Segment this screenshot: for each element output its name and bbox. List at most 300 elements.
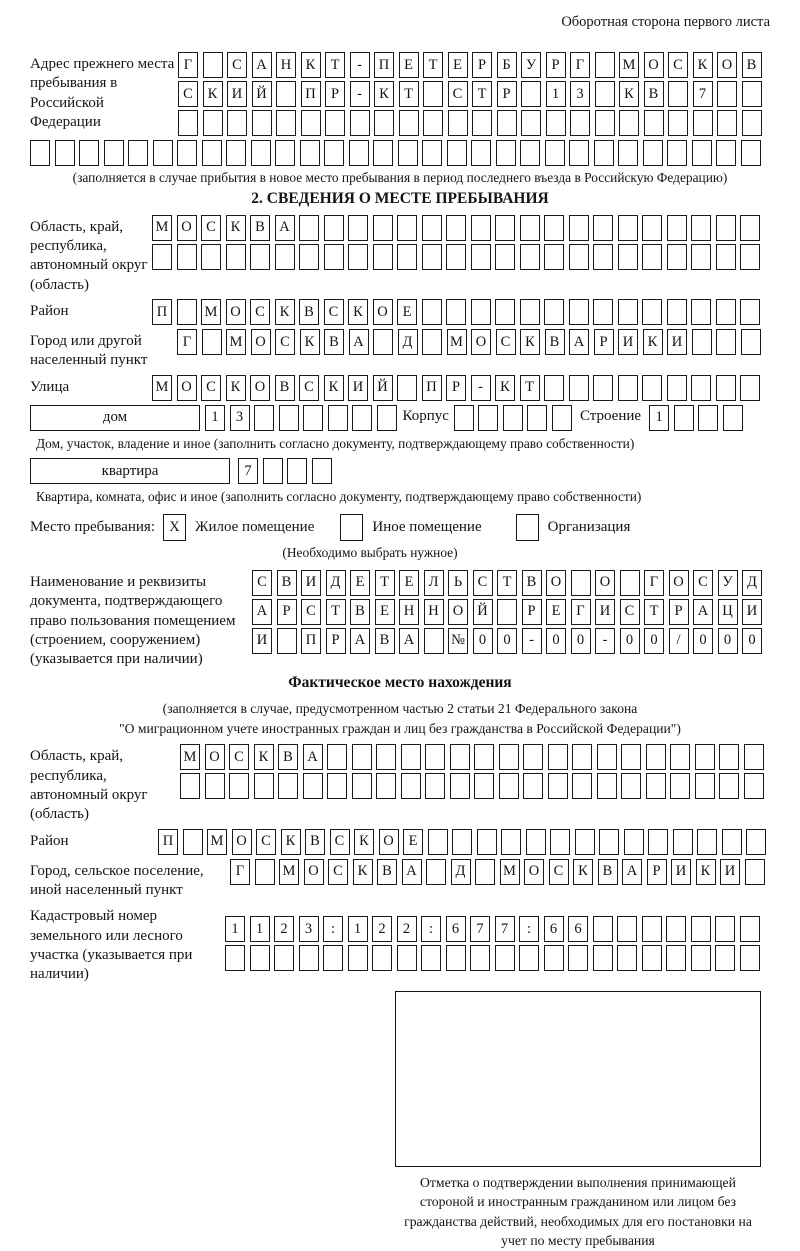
char-cell[interactable] [594, 140, 614, 166]
char-cell[interactable] [569, 215, 589, 241]
char-cell[interactable] [717, 81, 737, 107]
char-cell[interactable]: П [301, 628, 321, 654]
char-cell[interactable] [597, 744, 617, 770]
char-cell[interactable]: 0 [571, 628, 591, 654]
char-cell[interactable] [618, 215, 638, 241]
char-cell[interactable] [422, 299, 442, 325]
char-cell[interactable] [454, 405, 474, 431]
char-cell[interactable] [716, 299, 736, 325]
char-cell[interactable] [255, 859, 275, 885]
char-cell[interactable] [250, 945, 270, 971]
char-cell[interactable]: 1 [225, 916, 245, 942]
char-cell[interactable]: Н [399, 599, 419, 625]
char-cell[interactable]: К [324, 375, 344, 401]
char-cell[interactable]: Т [325, 52, 345, 78]
char-cell[interactable] [229, 773, 249, 799]
char-cell[interactable]: И [348, 375, 368, 401]
char-cell[interactable]: Р [497, 81, 517, 107]
char-cell[interactable]: К [354, 829, 374, 855]
char-cell[interactable]: И [595, 599, 615, 625]
char-cell[interactable]: 0 [693, 628, 713, 654]
char-cell[interactable] [327, 773, 347, 799]
char-cell[interactable]: Д [326, 570, 346, 596]
char-cell[interactable] [717, 110, 737, 136]
char-cell[interactable]: С [201, 375, 221, 401]
char-cell[interactable] [571, 570, 591, 596]
char-cell[interactable] [225, 945, 245, 971]
char-cell[interactable]: С [473, 570, 493, 596]
char-cell[interactable]: С [324, 299, 344, 325]
char-cell[interactable]: М [226, 329, 246, 355]
char-cell[interactable]: О [524, 859, 544, 885]
char-cell[interactable] [474, 773, 494, 799]
char-cell[interactable]: С [549, 859, 569, 885]
char-cell[interactable] [471, 140, 491, 166]
char-cell[interactable] [277, 628, 297, 654]
char-cell[interactable] [373, 329, 393, 355]
char-cell[interactable] [278, 773, 298, 799]
char-cell[interactable]: 6 [544, 916, 564, 942]
char-cell[interactable] [495, 299, 515, 325]
char-cell[interactable] [178, 110, 198, 136]
char-cell[interactable]: Р [326, 628, 346, 654]
char-cell[interactable] [328, 405, 348, 431]
char-cell[interactable] [397, 244, 417, 270]
char-cell[interactable] [373, 244, 393, 270]
char-cell[interactable] [478, 405, 498, 431]
char-cell[interactable]: О [669, 570, 689, 596]
char-cell[interactable] [715, 916, 735, 942]
char-cell[interactable] [496, 140, 516, 166]
char-cell[interactable] [666, 916, 686, 942]
char-cell[interactable]: С [252, 570, 272, 596]
char-cell[interactable]: О [471, 329, 491, 355]
stroenie-cells[interactable] [649, 405, 743, 431]
char-cell[interactable]: Р [546, 52, 566, 78]
char-cell[interactable] [740, 299, 760, 325]
char-cell[interactable]: 1 [546, 81, 566, 107]
char-cell[interactable]: О [644, 52, 664, 78]
fact-region-line1[interactable] [180, 744, 764, 770]
char-cell[interactable] [423, 110, 443, 136]
char-cell[interactable]: Е [448, 52, 468, 78]
char-cell[interactable]: 7 [470, 916, 490, 942]
char-cell[interactable]: Е [397, 299, 417, 325]
char-cell[interactable] [205, 773, 225, 799]
char-cell[interactable] [545, 140, 565, 166]
char-cell[interactable] [593, 945, 613, 971]
char-cell[interactable]: Р [669, 599, 689, 625]
char-cell[interactable]: 7 [495, 916, 515, 942]
char-cell[interactable]: 0 [546, 628, 566, 654]
char-cell[interactable] [741, 140, 761, 166]
char-cell[interactable]: Н [276, 52, 296, 78]
char-cell[interactable] [452, 829, 472, 855]
char-cell[interactable] [423, 81, 443, 107]
fact-city-cells[interactable] [230, 859, 765, 885]
char-cell[interactable]: И [252, 628, 272, 654]
char-cell[interactable]: С [229, 744, 249, 770]
char-cell[interactable] [620, 570, 640, 596]
char-cell[interactable]: 6 [568, 916, 588, 942]
char-cell[interactable]: К [203, 81, 223, 107]
char-cell[interactable] [312, 458, 332, 484]
char-cell[interactable] [499, 773, 519, 799]
fact-district-cells[interactable] [158, 829, 766, 855]
char-cell[interactable] [287, 458, 307, 484]
char-cell[interactable] [503, 405, 523, 431]
char-cell[interactable]: О [717, 52, 737, 78]
char-cell[interactable] [349, 140, 369, 166]
char-cell[interactable]: С [448, 81, 468, 107]
char-cell[interactable] [399, 110, 419, 136]
char-cell[interactable] [544, 299, 564, 325]
char-cell[interactable] [667, 215, 687, 241]
cadastral-line2[interactable] [225, 945, 760, 971]
char-cell[interactable]: С [693, 570, 713, 596]
char-cell[interactable]: С [301, 599, 321, 625]
char-cell[interactable] [401, 773, 421, 799]
char-cell[interactable]: О [251, 329, 271, 355]
document-line3[interactable] [252, 628, 762, 654]
char-cell[interactable] [742, 110, 762, 136]
char-cell[interactable] [548, 773, 568, 799]
char-cell[interactable]: О [232, 829, 252, 855]
char-cell[interactable]: А [303, 744, 323, 770]
char-cell[interactable]: О [546, 570, 566, 596]
char-cell[interactable] [471, 215, 491, 241]
char-cell[interactable] [593, 375, 613, 401]
char-cell[interactable]: О [595, 570, 615, 596]
char-cell[interactable]: С [668, 52, 688, 78]
char-cell[interactable] [719, 773, 739, 799]
char-cell[interactable]: В [324, 329, 344, 355]
char-cell[interactable] [646, 744, 666, 770]
char-cell[interactable]: - [350, 52, 370, 78]
char-cell[interactable] [226, 244, 246, 270]
char-cell[interactable] [251, 140, 271, 166]
char-cell[interactable] [520, 215, 540, 241]
char-cell[interactable] [422, 329, 442, 355]
char-cell[interactable] [497, 110, 517, 136]
char-cell[interactable]: Д [742, 570, 762, 596]
char-cell[interactable]: Е [546, 599, 566, 625]
char-cell[interactable]: П [158, 829, 178, 855]
char-cell[interactable] [668, 110, 688, 136]
char-cell[interactable] [527, 405, 547, 431]
char-cell[interactable] [177, 299, 197, 325]
char-cell[interactable] [501, 829, 521, 855]
char-cell[interactable] [152, 244, 172, 270]
char-cell[interactable] [745, 859, 765, 885]
char-cell[interactable] [722, 829, 742, 855]
char-cell[interactable] [668, 81, 688, 107]
document-line2[interactable] [252, 599, 762, 625]
char-cell[interactable] [474, 744, 494, 770]
prev-address-line4[interactable] [30, 140, 770, 166]
char-cell[interactable]: Н [424, 599, 444, 625]
char-cell[interactable] [698, 405, 718, 431]
char-cell[interactable]: С [620, 599, 640, 625]
char-cell[interactable] [350, 110, 370, 136]
char-cell[interactable] [348, 244, 368, 270]
char-cell[interactable] [325, 110, 345, 136]
char-cell[interactable] [744, 744, 764, 770]
char-cell[interactable]: А [693, 599, 713, 625]
char-cell[interactable] [673, 829, 693, 855]
char-cell[interactable]: - [522, 628, 542, 654]
char-cell[interactable]: Т [375, 570, 395, 596]
char-cell[interactable]: Р [594, 329, 614, 355]
char-cell[interactable] [593, 215, 613, 241]
char-cell[interactable]: - [595, 628, 615, 654]
char-cell[interactable] [447, 140, 467, 166]
char-cell[interactable] [299, 945, 319, 971]
char-cell[interactable]: В [545, 329, 565, 355]
char-cell[interactable] [352, 773, 372, 799]
fact-region-line2[interactable] [180, 773, 764, 799]
char-cell[interactable]: Р [325, 81, 345, 107]
char-cell[interactable]: К [275, 299, 295, 325]
char-cell[interactable] [377, 405, 397, 431]
char-cell[interactable] [692, 329, 712, 355]
char-cell[interactable]: К [281, 829, 301, 855]
char-cell[interactable]: / [669, 628, 689, 654]
char-cell[interactable] [153, 140, 173, 166]
char-cell[interactable] [448, 110, 468, 136]
char-cell[interactable]: С [250, 299, 270, 325]
char-cell[interactable]: Е [399, 52, 419, 78]
char-cell[interactable] [742, 81, 762, 107]
char-cell[interactable] [472, 110, 492, 136]
char-cell[interactable]: А [569, 329, 589, 355]
char-cell[interactable] [697, 829, 717, 855]
char-cell[interactable] [550, 829, 570, 855]
char-cell[interactable]: М [279, 859, 299, 885]
char-cell[interactable] [303, 773, 323, 799]
char-cell[interactable] [552, 405, 572, 431]
char-cell[interactable]: К [226, 375, 246, 401]
char-cell[interactable] [716, 140, 736, 166]
char-cell[interactable]: Е [375, 599, 395, 625]
char-cell[interactable]: Т [472, 81, 492, 107]
char-cell[interactable] [624, 829, 644, 855]
char-cell[interactable]: И [742, 599, 762, 625]
char-cell[interactable]: 0 [742, 628, 762, 654]
prev-address-line1[interactable] [178, 52, 762, 78]
char-cell[interactable]: В [644, 81, 664, 107]
char-cell[interactable] [55, 140, 75, 166]
char-cell[interactable] [497, 599, 517, 625]
char-cell[interactable] [670, 773, 690, 799]
char-cell[interactable] [450, 773, 470, 799]
char-cell[interactable]: С [256, 829, 276, 855]
char-cell[interactable]: Е [403, 829, 423, 855]
char-cell[interactable] [520, 140, 540, 166]
char-cell[interactable]: В [278, 744, 298, 770]
char-cell[interactable] [521, 110, 541, 136]
char-cell[interactable]: А [402, 859, 422, 885]
district-cells[interactable] [152, 299, 760, 325]
char-cell[interactable] [324, 140, 344, 166]
char-cell[interactable] [695, 744, 715, 770]
char-cell[interactable] [177, 244, 197, 270]
char-cell[interactable] [569, 375, 589, 401]
char-cell[interactable] [373, 215, 393, 241]
char-cell[interactable]: Ь [448, 570, 468, 596]
char-cell[interactable]: 2 [372, 916, 392, 942]
char-cell[interactable]: С [496, 329, 516, 355]
char-cell[interactable]: И [667, 329, 687, 355]
char-cell[interactable] [373, 140, 393, 166]
char-cell[interactable]: И [720, 859, 740, 885]
char-cell[interactable] [666, 945, 686, 971]
char-cell[interactable]: К [301, 52, 321, 78]
char-cell[interactable] [446, 299, 466, 325]
char-cell[interactable]: В [250, 215, 270, 241]
char-cell[interactable]: К [348, 299, 368, 325]
char-cell[interactable] [428, 829, 448, 855]
char-cell[interactable] [575, 829, 595, 855]
char-cell[interactable] [372, 945, 392, 971]
region-line2[interactable] [152, 244, 760, 270]
char-cell[interactable] [495, 945, 515, 971]
char-cell[interactable]: В [275, 375, 295, 401]
char-cell[interactable] [348, 945, 368, 971]
char-cell[interactable] [252, 110, 272, 136]
char-cell[interactable] [516, 514, 539, 541]
char-cell[interactable] [275, 244, 295, 270]
char-cell[interactable]: С [328, 859, 348, 885]
char-cell[interactable]: О [304, 859, 324, 885]
char-cell[interactable]: Т [326, 599, 346, 625]
char-cell[interactable] [523, 773, 543, 799]
char-cell[interactable] [667, 244, 687, 270]
char-cell[interactable]: 0 [473, 628, 493, 654]
char-cell[interactable]: Е [399, 570, 419, 596]
char-cell[interactable]: 2 [274, 916, 294, 942]
char-cell[interactable]: М [447, 329, 467, 355]
char-cell[interactable] [570, 110, 590, 136]
char-cell[interactable] [226, 140, 246, 166]
char-cell[interactable] [618, 299, 638, 325]
char-cell[interactable] [475, 859, 495, 885]
char-cell[interactable]: И [301, 570, 321, 596]
char-cell[interactable]: 3 [570, 81, 590, 107]
char-cell[interactable] [674, 405, 694, 431]
char-cell[interactable]: В [305, 829, 325, 855]
char-cell[interactable] [740, 945, 760, 971]
char-cell[interactable] [691, 375, 711, 401]
char-cell[interactable] [597, 773, 617, 799]
char-cell[interactable] [520, 299, 540, 325]
char-cell[interactable] [740, 375, 760, 401]
char-cell[interactable] [642, 916, 662, 942]
char-cell[interactable]: 7 [693, 81, 713, 107]
char-cell[interactable] [691, 945, 711, 971]
char-cell[interactable]: А [252, 599, 272, 625]
prev-address-line2[interactable] [178, 81, 762, 107]
char-cell[interactable] [374, 110, 394, 136]
char-cell[interactable]: М [207, 829, 227, 855]
char-cell[interactable]: С [201, 215, 221, 241]
char-cell[interactable] [716, 244, 736, 270]
char-cell[interactable] [180, 773, 200, 799]
char-cell[interactable] [595, 110, 615, 136]
char-cell[interactable]: Е [350, 570, 370, 596]
char-cell[interactable]: О [250, 375, 270, 401]
char-cell[interactable]: В [742, 52, 762, 78]
char-cell[interactable]: Р [446, 375, 466, 401]
stay-type-checkbox-organization[interactable] [516, 514, 539, 541]
char-cell[interactable] [740, 916, 760, 942]
char-cell[interactable]: М [619, 52, 639, 78]
region-line1[interactable] [152, 215, 760, 241]
char-cell[interactable] [617, 945, 637, 971]
char-cell[interactable] [544, 244, 564, 270]
char-cell[interactable] [644, 110, 664, 136]
char-cell[interactable]: П [374, 52, 394, 78]
char-cell[interactable]: О [205, 744, 225, 770]
char-cell[interactable] [642, 299, 662, 325]
char-cell[interactable] [741, 329, 761, 355]
char-cell[interactable]: О [177, 375, 197, 401]
char-cell[interactable] [572, 744, 592, 770]
char-cell[interactable]: А [349, 329, 369, 355]
korpus-cells[interactable] [454, 405, 572, 431]
char-cell[interactable]: Г [177, 329, 197, 355]
prev-address-line3[interactable] [178, 110, 762, 136]
char-cell[interactable] [621, 744, 641, 770]
char-cell[interactable]: Г [230, 859, 250, 885]
char-cell[interactable]: М [152, 375, 172, 401]
street-cells[interactable] [152, 375, 760, 401]
char-cell[interactable] [544, 215, 564, 241]
char-cell[interactable] [642, 945, 662, 971]
char-cell[interactable]: Г [644, 570, 664, 596]
house-number-cells[interactable] [205, 405, 397, 431]
char-cell[interactable] [618, 244, 638, 270]
char-cell[interactable] [716, 215, 736, 241]
char-cell[interactable]: И [227, 81, 247, 107]
char-cell[interactable] [446, 945, 466, 971]
char-cell[interactable]: В [377, 859, 397, 885]
char-cell[interactable] [667, 140, 687, 166]
char-cell[interactable] [526, 829, 546, 855]
char-cell[interactable]: К [696, 859, 716, 885]
char-cell[interactable] [569, 299, 589, 325]
char-cell[interactable] [299, 215, 319, 241]
char-cell[interactable]: Р [277, 599, 297, 625]
char-cell[interactable] [422, 244, 442, 270]
char-cell[interactable] [716, 375, 736, 401]
char-cell[interactable]: : [519, 916, 539, 942]
char-cell[interactable] [544, 375, 564, 401]
char-cell[interactable] [327, 744, 347, 770]
char-cell[interactable] [593, 244, 613, 270]
char-cell[interactable]: : [323, 916, 343, 942]
char-cell[interactable] [426, 859, 446, 885]
char-cell[interactable] [324, 244, 344, 270]
char-cell[interactable] [568, 945, 588, 971]
char-cell[interactable] [276, 81, 296, 107]
char-cell[interactable] [323, 945, 343, 971]
char-cell[interactable] [203, 110, 223, 136]
char-cell[interactable] [523, 744, 543, 770]
char-cell[interactable]: О [373, 299, 393, 325]
char-cell[interactable]: Т [399, 81, 419, 107]
char-cell[interactable]: Д [451, 859, 471, 885]
